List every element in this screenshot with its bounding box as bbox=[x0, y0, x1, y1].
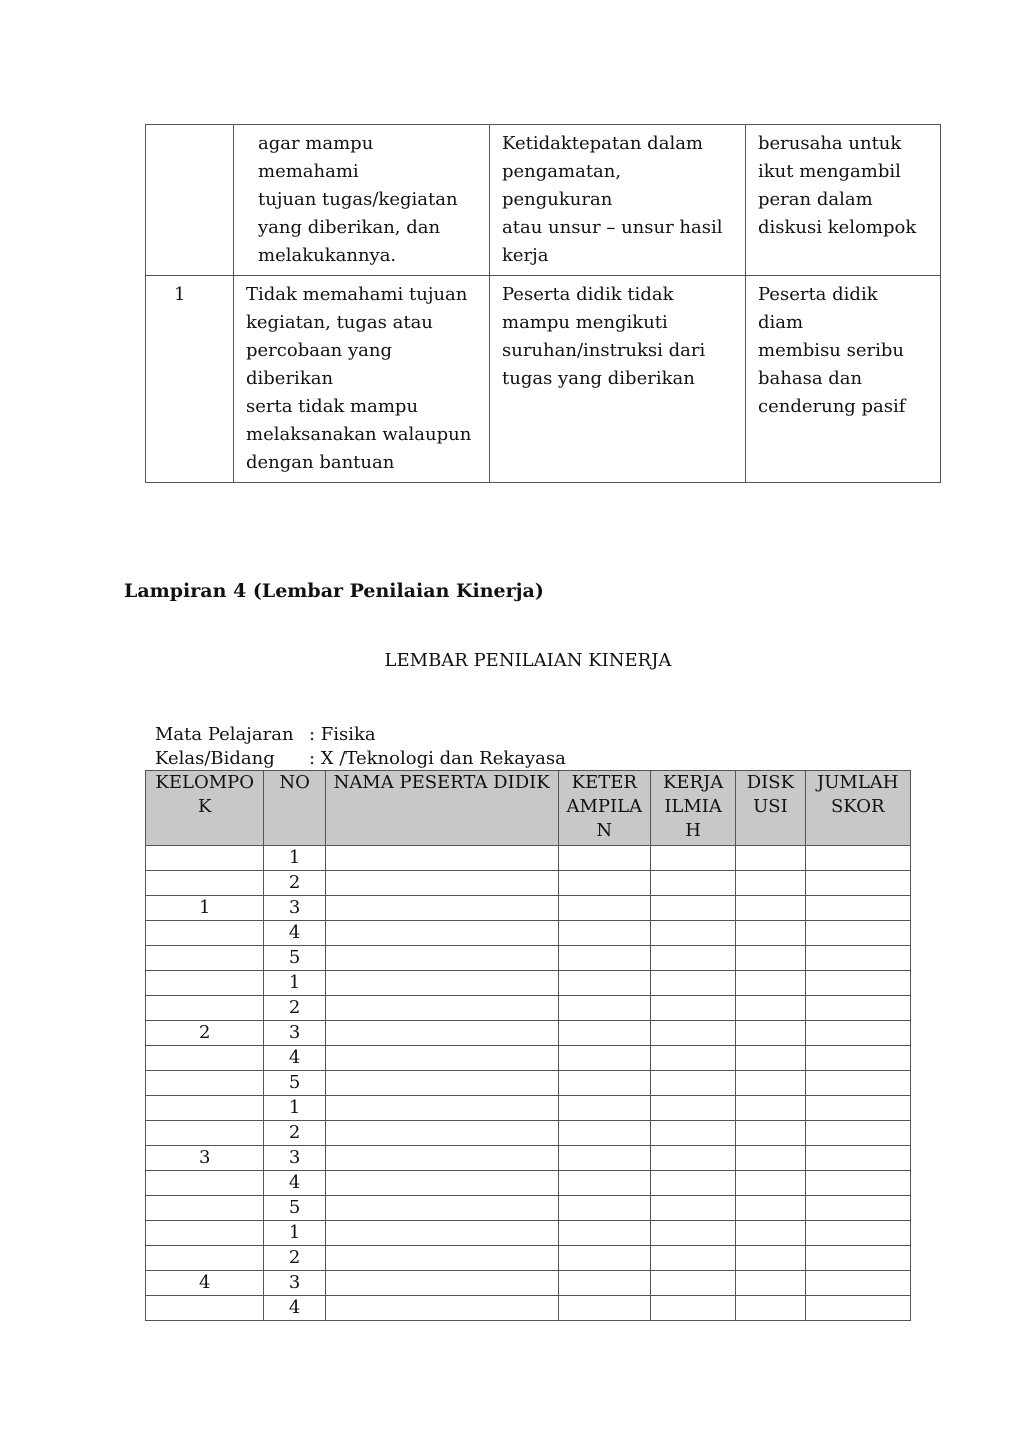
cell-nama[interactable] bbox=[325, 1121, 558, 1146]
cell-keterampilan[interactable] bbox=[558, 871, 650, 896]
cell-jumlah-skor[interactable] bbox=[805, 971, 910, 996]
cell-no: 4 bbox=[264, 1046, 325, 1071]
rubric-text-line: ikut mengambil bbox=[758, 161, 901, 182]
cell-kerja-ilmiah[interactable] bbox=[650, 946, 735, 971]
header-line: AMPILA bbox=[566, 796, 643, 817]
subject-value: : Fisika bbox=[309, 724, 376, 745]
rubric-text-line: peran dalam bbox=[758, 189, 873, 210]
cell-keterampilan[interactable] bbox=[558, 921, 650, 946]
cell-diskusi[interactable] bbox=[736, 1171, 805, 1196]
cell-kelompok bbox=[146, 871, 264, 896]
cell-nama[interactable] bbox=[325, 971, 558, 996]
header-line: KETER bbox=[571, 772, 637, 793]
rubric-text-line: suruhan/instruksi dari bbox=[502, 340, 706, 361]
cell-diskusi[interactable] bbox=[736, 1021, 805, 1046]
cell-diskusi[interactable] bbox=[736, 921, 805, 946]
cell-jumlah-skor[interactable] bbox=[805, 1046, 910, 1071]
cell-no: 2 bbox=[264, 1121, 325, 1146]
header-line: JUMLAH bbox=[817, 772, 899, 793]
cell-keterampilan[interactable] bbox=[558, 946, 650, 971]
header-line: KERJA bbox=[662, 772, 724, 793]
rubric-row bbox=[146, 125, 941, 276]
table-row bbox=[146, 1171, 911, 1196]
cell-diskusi[interactable] bbox=[736, 946, 805, 971]
cell-nama[interactable] bbox=[325, 1271, 558, 1296]
cell-diskusi[interactable] bbox=[736, 1246, 805, 1271]
rubric-cell-col2 bbox=[234, 125, 490, 276]
rubric-cell-col3 bbox=[490, 125, 746, 276]
cell-diskusi[interactable] bbox=[736, 1096, 805, 1121]
rubric-cell-col3 bbox=[490, 276, 746, 483]
cell-keterampilan[interactable] bbox=[558, 1071, 650, 1096]
rubric-text-line: dengan bantuan bbox=[246, 452, 395, 473]
rubric-text-line: membisu seribu bbox=[758, 340, 904, 361]
cell-kerja-ilmiah[interactable] bbox=[650, 1071, 735, 1096]
cell-keterampilan[interactable] bbox=[558, 1296, 650, 1321]
cell-kelompok: 3 bbox=[146, 1146, 264, 1171]
table-row bbox=[146, 1221, 911, 1246]
table-row bbox=[146, 1296, 911, 1321]
cell-no: 4 bbox=[264, 1171, 325, 1196]
cell-diskusi[interactable] bbox=[736, 1121, 805, 1146]
class-label: Kelas/Bidang bbox=[155, 748, 275, 769]
cell-kelompok bbox=[146, 1071, 264, 1096]
cell-keterampilan[interactable] bbox=[558, 1146, 650, 1171]
cell-no: 1 bbox=[264, 1096, 325, 1121]
cell-kelompok bbox=[146, 946, 264, 971]
table-body bbox=[146, 846, 911, 1321]
rubric-text-line: Ketidaktepatan dalam bbox=[502, 133, 703, 154]
cell-no: 1 bbox=[264, 971, 325, 996]
rubric-text-line: diskusi kelompok bbox=[758, 217, 917, 238]
rubric-text-line: agar mampu memahami bbox=[258, 133, 374, 182]
cell-keterampilan[interactable] bbox=[558, 1121, 650, 1146]
cell-kelompok bbox=[146, 1196, 264, 1221]
rubric-cell-col4 bbox=[746, 276, 941, 483]
cell-keterampilan[interactable] bbox=[558, 971, 650, 996]
rubric-text-line: atau unsur – unsur hasil bbox=[502, 217, 723, 238]
cell-jumlah-skor[interactable] bbox=[805, 1171, 910, 1196]
cell-keterampilan[interactable] bbox=[558, 1171, 650, 1196]
cell-keterampilan[interactable] bbox=[558, 896, 650, 921]
section-heading: Lampiran 4 (Lembar Penilaian Kinerja) bbox=[124, 580, 544, 602]
rubric-cell-col4 bbox=[746, 125, 941, 276]
cell-jumlah-skor[interactable] bbox=[805, 1196, 910, 1221]
table-header-row bbox=[146, 771, 911, 846]
rubric-text-line: Tidak memahami tujuan bbox=[246, 284, 468, 305]
cell-kerja-ilmiah[interactable] bbox=[650, 971, 735, 996]
cell-kelompok bbox=[146, 1096, 264, 1121]
header-diskusi bbox=[736, 771, 805, 846]
cell-nama[interactable] bbox=[325, 896, 558, 921]
cell-kerja-ilmiah[interactable] bbox=[650, 1121, 735, 1146]
cell-kelompok bbox=[146, 1121, 264, 1146]
cell-no: 2 bbox=[264, 1246, 325, 1271]
cell-kelompok bbox=[146, 921, 264, 946]
cell-kelompok bbox=[146, 1246, 264, 1271]
cell-kelompok bbox=[146, 1296, 264, 1321]
cell-no: 3 bbox=[264, 1146, 325, 1171]
cell-nama[interactable] bbox=[325, 1221, 558, 1246]
table-row bbox=[146, 1121, 911, 1146]
header-line: N bbox=[596, 820, 613, 841]
cell-nama[interactable] bbox=[325, 1296, 558, 1321]
cell-kerja-ilmiah[interactable] bbox=[650, 1296, 735, 1321]
sheet-title: LEMBAR PENILAIAN KINERJA bbox=[384, 650, 672, 671]
rubric-text-line: percobaan yang diberikan bbox=[246, 340, 393, 389]
rubric-text-line: kerja bbox=[502, 245, 549, 266]
header-line: KELOMPO bbox=[155, 772, 255, 793]
cell-diskusi[interactable] bbox=[736, 1046, 805, 1071]
table-row bbox=[146, 1271, 911, 1296]
table-row bbox=[146, 846, 911, 871]
rubric-text-line: berusaha untuk bbox=[758, 133, 902, 154]
cell-keterampilan[interactable] bbox=[558, 1096, 650, 1121]
performance-table bbox=[145, 770, 911, 1321]
header-nama-peserta bbox=[325, 771, 558, 846]
cell-keterampilan[interactable] bbox=[558, 1271, 650, 1296]
rubric-table bbox=[145, 124, 941, 483]
table-row bbox=[146, 1046, 911, 1071]
cell-jumlah-skor[interactable] bbox=[805, 846, 910, 871]
cell-kerja-ilmiah[interactable] bbox=[650, 1246, 735, 1271]
cell-no: 3 bbox=[264, 1021, 325, 1046]
rubric-score: 1 bbox=[174, 284, 186, 305]
header-line: DISK bbox=[746, 772, 795, 793]
cell-kerja-ilmiah[interactable] bbox=[650, 846, 735, 871]
cell-jumlah-skor[interactable] bbox=[805, 1221, 910, 1246]
table-row bbox=[146, 896, 911, 921]
rubric-text-line: kegiatan, tugas atau bbox=[246, 312, 433, 333]
cell-keterampilan[interactable] bbox=[558, 846, 650, 871]
cell-kerja-ilmiah[interactable] bbox=[650, 996, 735, 1021]
cell-nama[interactable] bbox=[325, 1021, 558, 1046]
header-line: USI bbox=[753, 796, 788, 817]
cell-kelompok bbox=[146, 971, 264, 996]
cell-no: 1 bbox=[264, 846, 325, 871]
cell-jumlah-skor[interactable] bbox=[805, 921, 910, 946]
cell-kelompok: 2 bbox=[146, 1021, 264, 1046]
subject-line bbox=[155, 723, 376, 747]
cell-nama[interactable] bbox=[325, 921, 558, 946]
cell-no: 1 bbox=[264, 1221, 325, 1246]
table-row bbox=[146, 1096, 911, 1121]
cell-keterampilan[interactable] bbox=[558, 1246, 650, 1271]
cell-kerja-ilmiah[interactable] bbox=[650, 1271, 735, 1296]
table-row bbox=[146, 996, 911, 1021]
table-row bbox=[146, 971, 911, 996]
cell-nama[interactable] bbox=[325, 846, 558, 871]
cell-kerja-ilmiah[interactable] bbox=[650, 1171, 735, 1196]
cell-kerja-ilmiah[interactable] bbox=[650, 1221, 735, 1246]
cell-no: 4 bbox=[264, 921, 325, 946]
table-row bbox=[146, 1071, 911, 1096]
cell-jumlah-skor[interactable] bbox=[805, 996, 910, 1021]
rubric-text-line: yang diberikan, dan bbox=[258, 217, 441, 238]
table-row bbox=[146, 871, 911, 896]
cell-nama[interactable] bbox=[325, 1046, 558, 1071]
subject-label: Mata Pelajaran bbox=[155, 724, 294, 745]
cell-keterampilan[interactable] bbox=[558, 1196, 650, 1221]
cell-nama[interactable] bbox=[325, 996, 558, 1021]
cell-diskusi[interactable] bbox=[736, 1196, 805, 1221]
cell-diskusi[interactable] bbox=[736, 1071, 805, 1096]
cell-kerja-ilmiah[interactable] bbox=[650, 1096, 735, 1121]
cell-kelompok bbox=[146, 846, 264, 871]
cell-kerja-ilmiah[interactable] bbox=[650, 1146, 735, 1171]
cell-kerja-ilmiah[interactable] bbox=[650, 896, 735, 921]
header-line: SKOR bbox=[830, 796, 885, 817]
cell-nama[interactable] bbox=[325, 1096, 558, 1121]
cell-kerja-ilmiah[interactable] bbox=[650, 1021, 735, 1046]
rubric-row bbox=[146, 276, 941, 483]
cell-no: 3 bbox=[264, 1271, 325, 1296]
table-row bbox=[146, 1146, 911, 1171]
cell-kerja-ilmiah[interactable] bbox=[650, 871, 735, 896]
cell-diskusi[interactable] bbox=[736, 871, 805, 896]
cell-kelompok bbox=[146, 996, 264, 1021]
header-kerja-ilmiah bbox=[650, 771, 735, 846]
header-keterampilan bbox=[558, 771, 650, 846]
cell-jumlah-skor[interactable] bbox=[805, 1146, 910, 1171]
cell-kelompok bbox=[146, 1171, 264, 1196]
cell-nama[interactable] bbox=[325, 1246, 558, 1271]
cell-kelompok: 4 bbox=[146, 1271, 264, 1296]
cell-kelompok bbox=[146, 1221, 264, 1246]
rubric-text-line: melaksanakan walaupun bbox=[246, 424, 472, 445]
cell-no: 5 bbox=[264, 1071, 325, 1096]
cell-diskusi[interactable] bbox=[736, 971, 805, 996]
header-line: NO bbox=[279, 772, 310, 793]
table-row bbox=[146, 921, 911, 946]
header-line: K bbox=[198, 796, 212, 817]
rubric-text-line: bahasa dan bbox=[758, 368, 863, 389]
table-row bbox=[146, 946, 911, 971]
cell-diskusi[interactable] bbox=[736, 846, 805, 871]
cell-no: 2 bbox=[264, 996, 325, 1021]
cell-jumlah-skor[interactable] bbox=[805, 1021, 910, 1046]
cell-diskusi[interactable] bbox=[736, 896, 805, 921]
rubric-body bbox=[146, 125, 941, 483]
cell-jumlah-skor[interactable] bbox=[805, 1271, 910, 1296]
cell-nama[interactable] bbox=[325, 946, 558, 971]
cell-no: 5 bbox=[264, 1196, 325, 1221]
cell-nama[interactable] bbox=[325, 1171, 558, 1196]
rubric-text-line: mampu mengikuti bbox=[502, 312, 668, 333]
cell-nama[interactable] bbox=[325, 1071, 558, 1096]
rubric-text-line: melakukannya. bbox=[258, 245, 397, 266]
cell-jumlah-skor[interactable] bbox=[805, 1096, 910, 1121]
cell-no: 3 bbox=[264, 896, 325, 921]
cell-jumlah-skor[interactable] bbox=[805, 946, 910, 971]
cell-diskusi[interactable] bbox=[736, 996, 805, 1021]
rubric-cell-col2 bbox=[234, 276, 490, 483]
rubric-score-cell bbox=[146, 125, 234, 276]
rubric-text-line: tugas yang diberikan bbox=[502, 368, 695, 389]
table-row bbox=[146, 1196, 911, 1221]
rubric-score-cell bbox=[146, 276, 234, 483]
cell-nama[interactable] bbox=[325, 1196, 558, 1221]
cell-no: 5 bbox=[264, 946, 325, 971]
rubric-text-line: serta tidak mampu bbox=[246, 396, 419, 417]
cell-nama[interactable] bbox=[325, 871, 558, 896]
cell-kelompok bbox=[146, 1046, 264, 1071]
cell-no: 2 bbox=[264, 871, 325, 896]
header-line: ILMIA bbox=[664, 796, 722, 817]
cell-diskusi[interactable] bbox=[736, 1296, 805, 1321]
cell-jumlah-skor[interactable] bbox=[805, 1296, 910, 1321]
header-line: H bbox=[685, 820, 701, 841]
cell-diskusi[interactable] bbox=[736, 1271, 805, 1296]
rubric-text-line: Peserta didik tidak bbox=[502, 284, 674, 305]
rubric-text-line: cenderung pasif bbox=[758, 396, 906, 417]
cell-keterampilan[interactable] bbox=[558, 1221, 650, 1246]
table-row bbox=[146, 1021, 911, 1046]
header-line: NAMA PESERTA DIDIK bbox=[333, 772, 550, 793]
cell-kerja-ilmiah[interactable] bbox=[650, 1196, 735, 1221]
class-line bbox=[155, 747, 566, 771]
cell-jumlah-skor[interactable] bbox=[805, 1071, 910, 1096]
rubric-text-line: Peserta didik diam bbox=[758, 284, 878, 333]
cell-kelompok: 1 bbox=[146, 896, 264, 921]
cell-nama[interactable] bbox=[325, 1146, 558, 1171]
rubric-text-line: pengamatan, pengukuran bbox=[502, 161, 622, 210]
cell-kerja-ilmiah[interactable] bbox=[650, 921, 735, 946]
cell-keterampilan[interactable] bbox=[558, 1021, 650, 1046]
header-no bbox=[264, 771, 325, 846]
cell-jumlah-skor[interactable] bbox=[805, 1246, 910, 1271]
cell-jumlah-skor[interactable] bbox=[805, 871, 910, 896]
cell-keterampilan[interactable] bbox=[558, 996, 650, 1021]
cell-kerja-ilmiah[interactable] bbox=[650, 1046, 735, 1071]
class-value: : X /Teknologi dan Rekayasa bbox=[309, 748, 566, 769]
table-row bbox=[146, 1246, 911, 1271]
header-kelompok bbox=[146, 771, 264, 846]
cell-jumlah-skor[interactable] bbox=[805, 896, 910, 921]
rubric-text-line: tujuan tugas/kegiatan bbox=[258, 189, 458, 210]
cell-diskusi[interactable] bbox=[736, 1146, 805, 1171]
cell-jumlah-skor[interactable] bbox=[805, 1121, 910, 1146]
header-jumlah-skor bbox=[805, 771, 910, 846]
cell-no: 4 bbox=[264, 1296, 325, 1321]
cell-keterampilan[interactable] bbox=[558, 1046, 650, 1071]
cell-diskusi[interactable] bbox=[736, 1221, 805, 1246]
